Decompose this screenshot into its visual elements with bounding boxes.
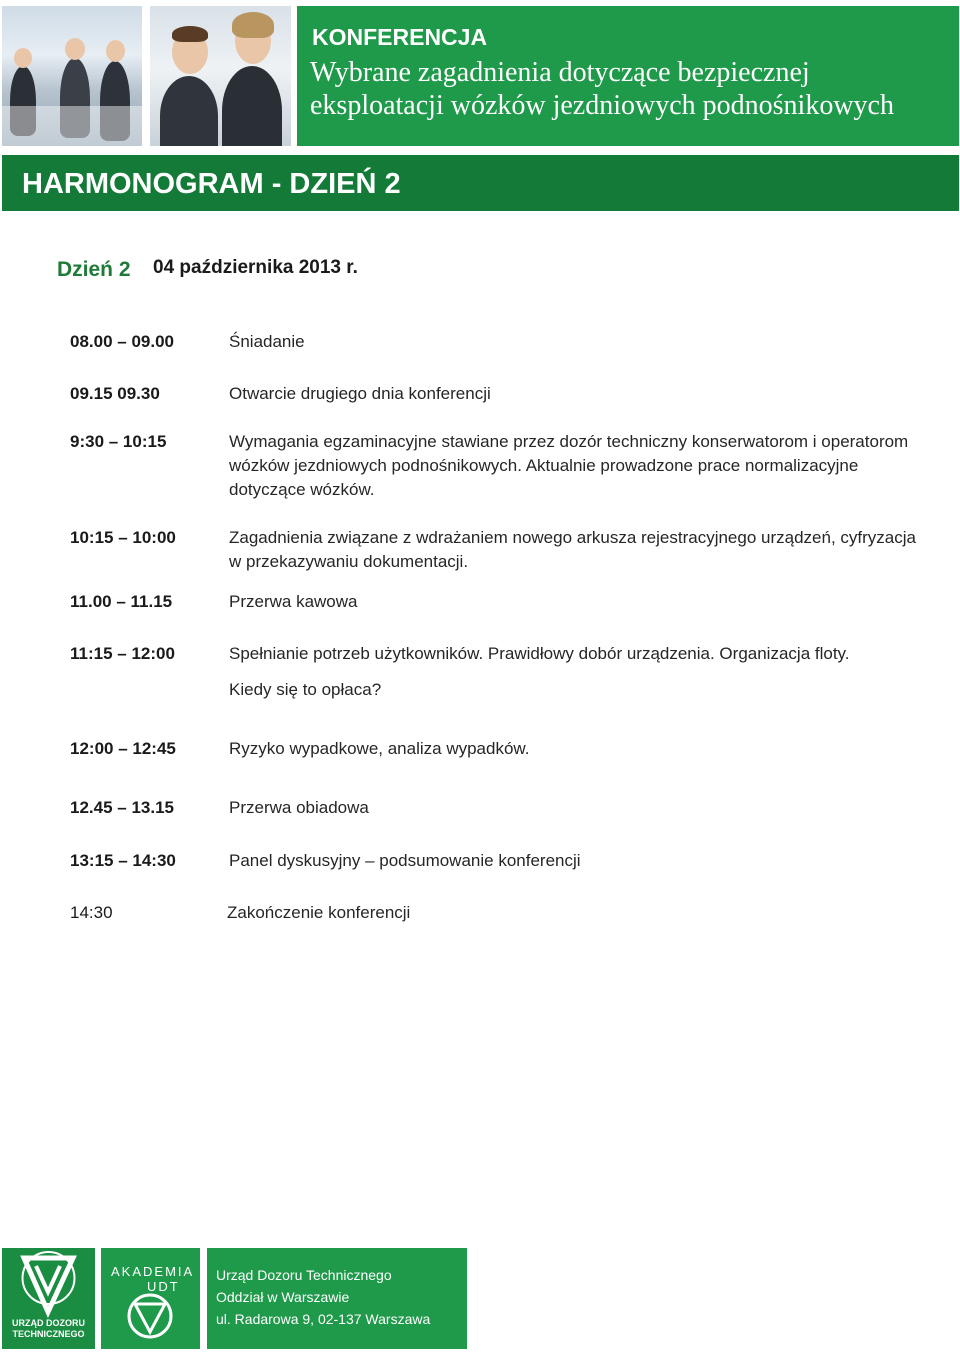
udt-logo [2,1248,95,1349]
conference-kicker: KONFERENCJA [312,24,488,50]
footer-branch: Oddział w Warszawie [216,1289,350,1305]
schedule-desc: Spełnianie potrzeb użytkowników. Prawidłowy dobór urządzenia. Organizacja floty. Kiedy się to opłaca? [229,644,850,699]
schedule-time: 9:30 – 10:15 [70,432,167,451]
schedule-desc: Panel dyskusyjny – podsumowanie konferencji [229,851,581,870]
day-label: Dzień 2 [57,258,131,281]
schedule-time: 13:15 – 14:30 [70,851,176,870]
schedule-time: 11:15 – 12:00 [70,644,175,663]
footer-org-name: Urząd Dozoru Technicznego [216,1267,392,1283]
schedule-time: 14:30 [70,903,113,922]
schedule-desc: Śniadanie [229,332,305,351]
akademia-line1: AKADEMIA [111,1264,195,1279]
schedule-desc: Przerwa obiadowa [229,798,369,817]
schedule-time: 11.00 – 11.15 [70,592,173,611]
schedule-time: 10:15 – 10:00 [70,528,176,547]
schedule-time: 12:00 – 12:45 [70,739,176,758]
udt-logo-text: URZĄD DOZORU TECHNICZNEGO [12,1318,85,1339]
schedule-desc: Przerwa kawowa [229,592,358,611]
schedule-desc: Zagadnienia związane z wdrażaniem nowego arkusza rejestracyjnego urządzeń, cyfryzacja w przekazywaniu dokumentacji. [229,528,916,571]
schedule-time: 08.00 – 09.00 [70,332,174,351]
akademia-line2: UDT [147,1279,180,1294]
conference-title: Wybrane zagadnienia dotyczące bezpiecznej eksploatacji wózków jezdniowych podnośnikowych [310,57,894,121]
akademia-label [111,1264,194,1294]
header-photo-people [150,6,291,146]
schedule-time: 09.15 09.30 [70,384,160,403]
schedule-title: HARMONOGRAM - DZIEŃ 2 [22,168,401,200]
header-photo-meeting [2,6,142,146]
schedule-time: 12.45 – 13.15 [70,798,174,817]
akademia-emblem-icon [125,1292,175,1340]
day-date: 04 października 2013 r. [153,257,358,278]
schedule-desc: Ryzyko wypadkowe, analiza wypadków. [229,739,530,758]
schedule-desc: Wymagania egzaminacyjne stawiane przez dozór techniczny konserwatorom i operatorom wózków jezdniowych podnośnikowych. Aktualnie prowadzone prace normalizacyjne dotyczące wózków. [229,432,909,499]
footer-address: ul. Radarowa 9, 02-137 Warszawa [216,1311,431,1327]
schedule-desc: Zakończenie konferencji [227,903,411,922]
schedule-desc: Otwarcie drugiego dnia konferencji [229,384,491,403]
